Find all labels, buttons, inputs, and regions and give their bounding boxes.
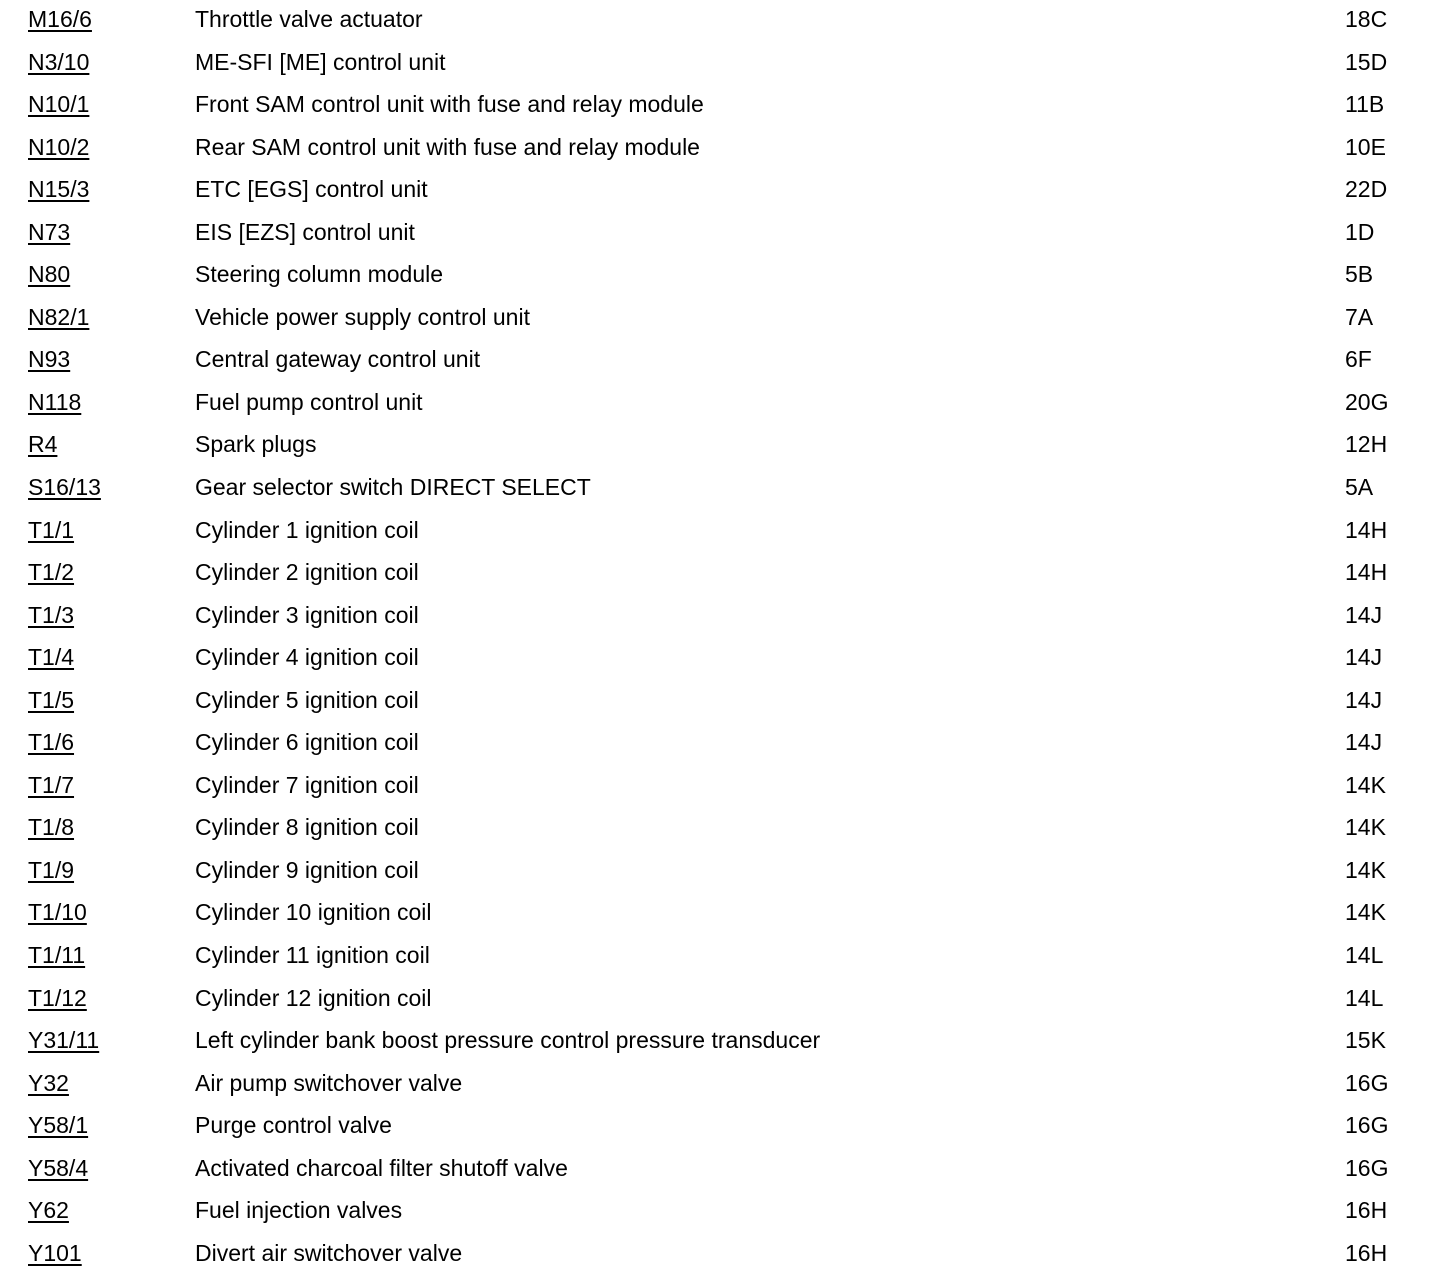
component-description: Purge control valve bbox=[195, 1112, 392, 1139]
component-code-link[interactable]: N82/1 bbox=[28, 303, 90, 330]
component-description: Cylinder 12 ignition coil bbox=[195, 984, 432, 1011]
grid-reference: 14J bbox=[1345, 601, 1383, 628]
legend-row bbox=[28, 594, 1428, 637]
component-code-link[interactable]: T1/5 bbox=[28, 686, 75, 713]
component-description: Fuel pump control unit bbox=[195, 388, 423, 415]
component-code-link[interactable]: T1/9 bbox=[28, 856, 75, 883]
component-description: Cylinder 9 ignition coil bbox=[195, 856, 419, 883]
component-code-link[interactable]: T1/12 bbox=[28, 984, 87, 1011]
legend-row bbox=[28, 551, 1428, 594]
grid-reference: 14K bbox=[1345, 899, 1386, 926]
component-code-link[interactable]: N80 bbox=[28, 261, 71, 288]
legend-row bbox=[28, 423, 1428, 466]
legend-row bbox=[28, 1232, 1428, 1275]
grid-reference: 16H bbox=[1345, 1197, 1388, 1224]
component-code-link[interactable]: T1/10 bbox=[28, 899, 87, 926]
component-description: Front SAM control unit with fuse and relay module bbox=[195, 91, 704, 118]
grid-reference: 16G bbox=[1345, 1069, 1389, 1096]
component-code-link[interactable]: S16/13 bbox=[28, 474, 101, 501]
component-code-link[interactable]: N10/2 bbox=[28, 133, 90, 160]
component-description: Cylinder 3 ignition coil bbox=[195, 601, 419, 628]
legend-row bbox=[28, 338, 1428, 381]
grid-reference: 15K bbox=[1345, 1027, 1386, 1054]
legend-row bbox=[28, 977, 1428, 1020]
legend-row bbox=[28, 806, 1428, 849]
component-code-link[interactable]: Y58/1 bbox=[28, 1112, 89, 1139]
component-code-link[interactable]: T1/7 bbox=[28, 771, 75, 798]
component-description: ETC [EGS] control unit bbox=[195, 176, 428, 203]
grid-reference: 7A bbox=[1345, 303, 1374, 330]
component-description: Cylinder 2 ignition coil bbox=[195, 559, 419, 586]
legend-row bbox=[28, 849, 1428, 892]
grid-reference: 16G bbox=[1345, 1154, 1389, 1181]
component-code-link[interactable]: T1/8 bbox=[28, 814, 75, 841]
component-description: Cylinder 10 ignition coil bbox=[195, 899, 432, 926]
component-description: Fuel injection valves bbox=[195, 1197, 403, 1224]
grid-reference: 11B bbox=[1345, 91, 1385, 118]
component-description: Divert air switchover valve bbox=[195, 1239, 463, 1266]
component-code-link[interactable]: N10/1 bbox=[28, 91, 90, 118]
component-description: Central gateway control unit bbox=[195, 346, 481, 373]
component-description: Cylinder 1 ignition coil bbox=[195, 516, 419, 543]
component-description: Cylinder 4 ignition coil bbox=[195, 644, 419, 671]
component-code-link[interactable]: R4 bbox=[28, 431, 58, 458]
legend-row bbox=[28, 721, 1428, 764]
grid-reference: 14K bbox=[1345, 771, 1386, 798]
grid-reference: 12H bbox=[1345, 431, 1388, 458]
component-code-link[interactable]: Y32 bbox=[28, 1069, 69, 1096]
legend-row bbox=[28, 41, 1428, 84]
legend-row bbox=[28, 1189, 1428, 1232]
grid-reference: 16H bbox=[1345, 1239, 1388, 1266]
legend-row bbox=[28, 1062, 1428, 1105]
component-code-link[interactable]: Y31/11 bbox=[28, 1027, 100, 1054]
component-code-link[interactable]: T1/4 bbox=[28, 644, 75, 671]
component-code-link[interactable]: N3/10 bbox=[28, 48, 90, 75]
component-description: Spark plugs bbox=[195, 431, 317, 458]
legend-row bbox=[28, 168, 1428, 211]
grid-reference: 14J bbox=[1345, 644, 1383, 671]
grid-reference: 6F bbox=[1345, 346, 1372, 373]
component-description: Throttle valve actuator bbox=[195, 6, 423, 32]
grid-reference: 22D bbox=[1345, 176, 1388, 203]
legend-row bbox=[28, 1019, 1428, 1062]
component-description: Vehicle power supply control unit bbox=[195, 303, 530, 330]
legend-row bbox=[28, 636, 1428, 679]
grid-reference: 20G bbox=[1345, 388, 1389, 415]
legend-row bbox=[28, 1147, 1428, 1190]
legend-row bbox=[28, 1104, 1428, 1147]
component-code-link[interactable]: T1/6 bbox=[28, 729, 75, 756]
component-code-link[interactable]: N93 bbox=[28, 346, 71, 373]
grid-reference: 5A bbox=[1345, 474, 1374, 501]
legend-row bbox=[28, 126, 1428, 169]
component-description: Cylinder 7 ignition coil bbox=[195, 771, 419, 798]
component-description: Left cylinder bank boost pressure control pressure transducer bbox=[195, 1027, 821, 1054]
legend-row bbox=[28, 891, 1428, 934]
legend-row bbox=[28, 679, 1428, 722]
component-description: ME-SFI [ME] control unit bbox=[195, 48, 446, 75]
component-description: Cylinder 11 ignition coil bbox=[195, 942, 430, 969]
legend-row bbox=[28, 0, 1428, 41]
component-code-link[interactable]: Y62 bbox=[28, 1197, 69, 1224]
component-code-link[interactable]: Y58/4 bbox=[28, 1154, 89, 1181]
component-code-link[interactable]: Y101 bbox=[28, 1239, 82, 1266]
grid-reference: 14J bbox=[1345, 729, 1383, 756]
legend-row bbox=[28, 509, 1428, 552]
component-code-link[interactable]: M16/6 bbox=[28, 6, 92, 32]
grid-reference: 15D bbox=[1345, 48, 1388, 75]
grid-reference: 14H bbox=[1345, 516, 1388, 543]
component-code-link[interactable]: N15/3 bbox=[28, 176, 90, 203]
legend-row bbox=[28, 83, 1428, 126]
component-description: Activated charcoal filter shutoff valve bbox=[195, 1154, 568, 1181]
legend-row bbox=[28, 764, 1428, 807]
legend-row bbox=[28, 211, 1428, 254]
component-code-link[interactable]: T1/3 bbox=[28, 601, 75, 628]
legend-row bbox=[28, 253, 1428, 296]
grid-reference: 14L bbox=[1345, 942, 1384, 969]
component-description: Cylinder 6 ignition coil bbox=[195, 729, 419, 756]
component-legend-table bbox=[28, 0, 1428, 1274]
legend-row bbox=[28, 296, 1428, 339]
component-description: Cylinder 8 ignition coil bbox=[195, 814, 419, 841]
component-code-link[interactable]: T1/11 bbox=[28, 942, 86, 969]
grid-reference: 1D bbox=[1345, 218, 1375, 245]
grid-reference: 14H bbox=[1345, 559, 1388, 586]
legend-row bbox=[28, 381, 1428, 424]
legend-row bbox=[28, 934, 1428, 977]
legend-row bbox=[28, 466, 1428, 509]
component-description: Cylinder 5 ignition coil bbox=[195, 686, 419, 713]
grid-reference: 10E bbox=[1345, 133, 1386, 160]
grid-reference: 14K bbox=[1345, 856, 1386, 883]
component-description: Air pump switchover valve bbox=[195, 1069, 463, 1096]
component-code-link[interactable]: N118 bbox=[28, 388, 82, 415]
component-code-link[interactable]: N73 bbox=[28, 218, 71, 245]
component-code-link[interactable]: T1/2 bbox=[28, 559, 75, 586]
component-description: Gear selector switch DIRECT SELECT bbox=[195, 474, 591, 501]
grid-reference: 14L bbox=[1345, 984, 1384, 1011]
component-description: EIS [EZS] control unit bbox=[195, 218, 415, 245]
component-description: Steering column module bbox=[195, 261, 444, 288]
grid-reference: 5B bbox=[1345, 261, 1374, 288]
grid-reference: 18C bbox=[1345, 6, 1388, 32]
grid-reference: 14J bbox=[1345, 686, 1383, 713]
component-code-link[interactable]: T1/1 bbox=[28, 516, 75, 543]
component-description: Rear SAM control unit with fuse and relay module bbox=[195, 133, 700, 160]
grid-reference: 14K bbox=[1345, 814, 1386, 841]
grid-reference: 16G bbox=[1345, 1112, 1389, 1139]
